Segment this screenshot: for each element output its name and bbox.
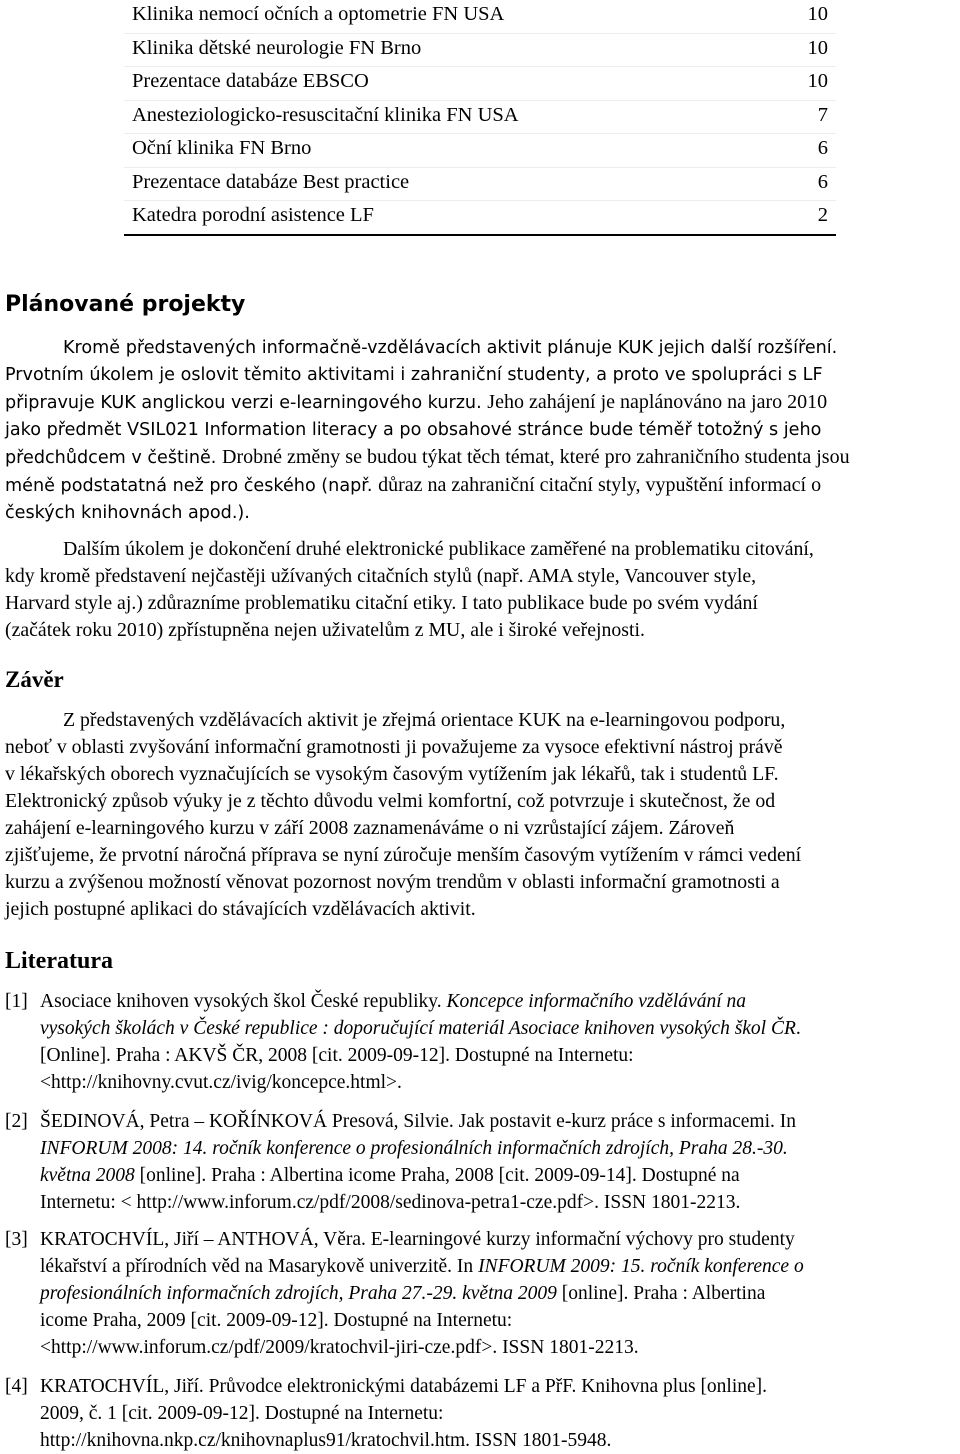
row-name: Oční klinika FN Brno [132, 137, 312, 159]
text-segment: . [795, 1018, 801, 1039]
text-line: <http://knihovny.cvut.cz/ivig/koncepce.html>. [40, 1072, 402, 1093]
row-name: Prezentace databáze EBSCO [132, 70, 369, 92]
text-line: (začátek roku 2010) zpřístupněna nejen uživatelům z MU, ale i široké veřejnosti. [5, 619, 645, 641]
text-line: neboť v oblasti zvyšování informační gramotnosti ji považujeme za vysoce efektivní nástroj právě [5, 736, 783, 758]
text-line: Dalším úkolem je dokončení druhé elektronické publikace zaměřené na problematiku citování, [63, 538, 814, 560]
text-segment: profesionálních informačních zdrojích, Praha 27.-29. května 2009 [40, 1283, 557, 1304]
text-line: kdy kromě představení nejčastěji užívaných citačních stylů (např. AMA style, Vancouver style, [5, 565, 757, 587]
text-segment: [online]. Praha : Albertina icome Praha, 2008 [cit. 2009-09-14]. Dostupné na [134, 1165, 740, 1186]
text-segment: vysokých školách v České republice : doporučující materiál Asociace knihoven vysokých škol ČR [40, 1018, 796, 1039]
reference-label: [2] [5, 1111, 28, 1132]
presentations-table [124, 0, 836, 236]
text-segment: připravuje KUK anglickou verzi e-learningového kurzu. [5, 393, 482, 413]
table-row [124, 67, 836, 101]
planned-second-paragraph [5, 536, 955, 644]
table-row [124, 134, 836, 168]
reference-item [5, 1373, 955, 1454]
conclusion-paragraph [5, 707, 955, 923]
row-count: 2 [817, 204, 828, 226]
text-segment: předchůdcem v češtině. [5, 448, 217, 468]
text-line: KRATOCHVÍL, Jiří. Průvodce elektronickými databázemi LF a PřF. Knihovna plus [online]. [40, 1376, 768, 1397]
text-line: Harvard style aj.) zdůrazníme problematiku citační etiky. I tato publikace bude po svém vydání [5, 592, 758, 614]
text-line [40, 988, 955, 1015]
text-line: v lékařských oborech vyznačujících se vysokým časovým vytížením jak lékařů, tak i studentů LF. [5, 763, 779, 785]
text-line: <http://www.inforum.cz/pdf/2009/kratochvil-jiri-cze.pdf>. ISSN 1801-2213. [40, 1337, 639, 1358]
text-line: českých knihovnách apod.). [5, 503, 250, 523]
row-name: Klinika nemocí očních a optometrie FN USA [132, 3, 505, 25]
text-line: zahájení e-learningového kurzu v září 2008 zaznamenáváme o ni vzrůstající zájem. Zároveň [5, 817, 735, 839]
text-segment: [online]. Praha : Albertina [556, 1283, 766, 1304]
text-line: 2009, č. 1 [cit. 2009-09-12]. Dostupné na Internetu: [40, 1403, 444, 1424]
reference-item [5, 988, 955, 1096]
row-name: Prezentace databáze Best practice [132, 170, 410, 193]
row-name: Katedra porodní asistence LF [132, 204, 374, 226]
text-segment: méně podstatatná než pro českého (např. [5, 476, 373, 496]
section-heading-planned: Plánované projekty [5, 292, 246, 317]
row-name: Anesteziologicko-resuscitační klinika FN USA [132, 103, 519, 126]
row-count: 10 [807, 70, 828, 92]
text-line [40, 1280, 955, 1307]
text-line: ŠEDINOVÁ, Petra – KOŘÍNKOVÁ Presová, Silvie. Jak postavit e-kurz práce s informacemi. In [40, 1111, 796, 1132]
row-count: 6 [817, 170, 828, 193]
text-line: jako předmět VSIL021 Information literacy a po obsahové stránce bude téměř totožný s jeho [5, 420, 822, 440]
text-segment: Drobné změny se budou týkat těch témat, které pro zahraničního studenta jsou [222, 446, 850, 468]
row-name: Klinika dětské neurologie FN Brno [132, 36, 422, 59]
text-line: zjišťujeme, že prvotní náročná příprava se nyní zúročuje menším časovým vytížením v rámci vedení [5, 844, 802, 866]
table-row [124, 201, 836, 236]
text-line [40, 1253, 955, 1280]
section-heading-literature: Literatura [5, 948, 113, 974]
row-count: 7 [817, 103, 828, 126]
row-count: 10 [807, 36, 828, 59]
text-line [5, 444, 955, 472]
text-line: Kromě představených informačně-vzdělávacích aktivit plánuje KUK jejich další rozšíření. [63, 338, 838, 358]
text-line: icome Praha, 2009 [cit. 2009-09-12]. Dostupné na Internetu: [40, 1310, 513, 1331]
text-line: jejich postupné aplikaci do stávajících vzdělávacích aktivit. [5, 898, 476, 920]
text-line: Z představených vzdělávacích aktivit je zřejmá orientace KUK na e-learningovou podporu, [63, 709, 786, 731]
table-row [124, 0, 836, 34]
text-segment: května 2008 [40, 1165, 135, 1186]
text-line: [Online]. Praha : AKVŠ ČR, 2008 [cit. 2009-09-12]. Dostupné na Internetu: [40, 1045, 634, 1066]
reference-item [5, 1108, 955, 1216]
text-line [5, 472, 955, 500]
text-segment: INFORUM 2009: 15. ročník konference o [478, 1256, 804, 1277]
table-row [124, 101, 836, 135]
text-segment: důraz na zahraniční citační styly, vypuštění informací o [378, 474, 822, 496]
table-row [124, 168, 836, 202]
text-line: Elektronický způsob výuky je z těchto důvodu velmi komfortní, což potvrzuje i skutečnost, že od [5, 790, 776, 812]
text-segment: Koncepce informačního vzdělávání na [446, 991, 747, 1012]
text-segment: Asociace knihoven vysokých škol České republiky. [40, 991, 447, 1012]
text-line [40, 1015, 955, 1042]
text-line: http://knihovna.nkp.cz/knihovnaplus91/kratochvil.htm. ISSN 1801-5948. [40, 1430, 612, 1451]
reference-item [5, 1226, 955, 1361]
reference-label: [4] [5, 1376, 28, 1397]
text-line: KRATOCHVÍL, Jiří – ANTHOVÁ, Věra. E-learningové kurzy informační výchovy pro studenty [40, 1229, 795, 1250]
row-count: 10 [807, 3, 828, 25]
text-segment: Jeho zahájení je naplánováno na jaro 2010 [487, 391, 828, 413]
row-count: 6 [817, 137, 828, 159]
text-line: kurzu a zvýšenou možností věnovat pozornost novým trendům v oblasti informační gramotnosti a [5, 871, 780, 893]
text-line: Internetu: < http://www.inforum.cz/pdf/2008/sedinova-petra1-cze.pdf>. ISSN 1801-2213. [40, 1192, 741, 1213]
table-row [124, 34, 836, 68]
text-line [40, 1162, 955, 1189]
text-line: Prvotním úkolem je oslovit těmito aktivitami i zahraniční studenty, a proto ve spolupráci s LF [5, 365, 823, 385]
reference-label: [1] [5, 991, 28, 1012]
reference-label: [3] [5, 1229, 28, 1250]
section-heading-conclusion: Závěr [5, 667, 64, 692]
text-line: INFORUM 2008: 14. ročník konference o profesionálních informačních zdrojích, Praha 28.-30. [40, 1138, 788, 1159]
text-segment: lékařství a přírodních věd na Masarykově univerzitě. In [40, 1256, 479, 1277]
planned-intro-paragraph [5, 335, 955, 527]
text-line [5, 389, 955, 417]
